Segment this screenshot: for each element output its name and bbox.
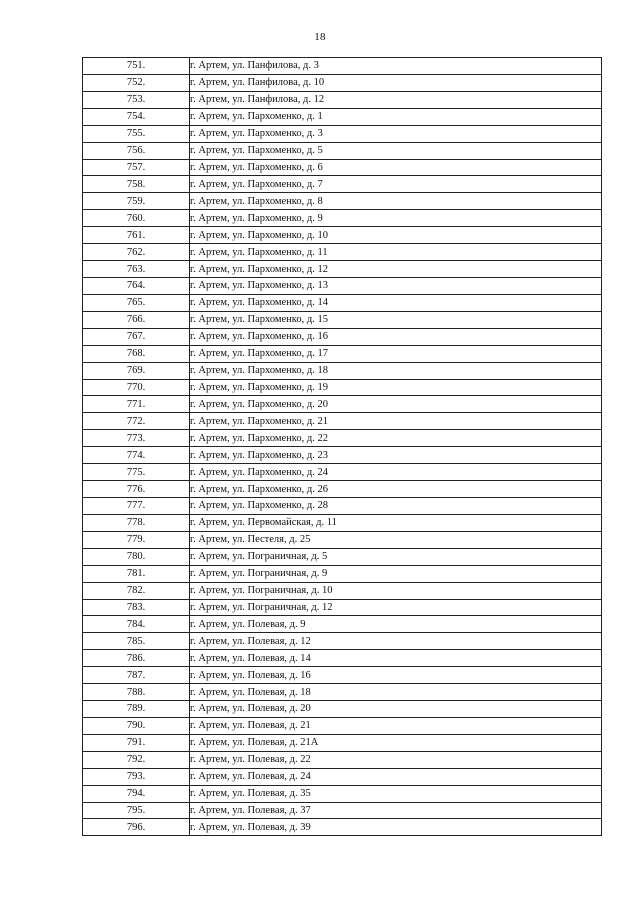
table-row [83, 328, 602, 345]
row-number: 758. [83, 176, 190, 193]
table-row [83, 362, 602, 379]
row-address: г. Артем, ул. Пограничная, д. 5 [190, 548, 602, 565]
row-number: 765. [83, 294, 190, 311]
row-number: 772. [83, 413, 190, 430]
row-address: г. Артем, ул. Пархоменко, д. 18 [190, 362, 602, 379]
table-row [83, 176, 602, 193]
row-number: 794. [83, 785, 190, 802]
table-row [83, 701, 602, 718]
address-table-body [83, 58, 602, 836]
row-number: 795. [83, 802, 190, 819]
row-address: г. Артем, ул. Пархоменко, д. 21 [190, 413, 602, 430]
row-number: 792. [83, 751, 190, 768]
table-row [83, 227, 602, 244]
table-row [83, 91, 602, 108]
page-number: 18 [314, 31, 326, 43]
table-row [83, 785, 602, 802]
row-address: г. Артем, ул. Пархоменко, д. 9 [190, 210, 602, 227]
row-address: г. Артем, ул. Пархоменко, д. 11 [190, 244, 602, 261]
table-row [83, 768, 602, 785]
row-number: 780. [83, 548, 190, 565]
row-address: г. Артем, ул. Пархоменко, д. 23 [190, 447, 602, 464]
row-address: г. Артем, ул. Пархоменко, д. 15 [190, 311, 602, 328]
row-address: г. Артем, ул. Пархоменко, д. 14 [190, 294, 602, 311]
row-number: 788. [83, 684, 190, 701]
row-address: г. Артем, ул. Пархоменко, д. 12 [190, 261, 602, 278]
table-row [83, 294, 602, 311]
row-address: г. Артем, ул. Пархоменко, д. 5 [190, 142, 602, 159]
row-number: 769. [83, 362, 190, 379]
row-address: г. Артем, ул. Пархоменко, д. 24 [190, 464, 602, 481]
table-row [83, 599, 602, 616]
row-number: 767. [83, 328, 190, 345]
row-number: 760. [83, 210, 190, 227]
row-address: г. Артем, ул. Полевая, д. 12 [190, 633, 602, 650]
table-row [83, 125, 602, 142]
row-number: 768. [83, 345, 190, 362]
row-number: 755. [83, 125, 190, 142]
row-address: г. Артем, ул. Пестеля, д. 25 [190, 531, 602, 548]
row-number: 790. [83, 717, 190, 734]
row-address: г. Артем, ул. Полевая, д. 21А [190, 734, 602, 751]
table-row [83, 58, 602, 75]
row-number: 771. [83, 396, 190, 413]
row-address: г. Артем, ул. Пограничная, д. 12 [190, 599, 602, 616]
row-number: 787. [83, 667, 190, 684]
table-row [83, 430, 602, 447]
row-number: 781. [83, 565, 190, 582]
row-address: г. Артем, ул. Пархоменко, д. 28 [190, 497, 602, 514]
table-row [83, 684, 602, 701]
row-number: 793. [83, 768, 190, 785]
table-row [83, 548, 602, 565]
row-address: г. Артем, ул. Полевая, д. 20 [190, 701, 602, 718]
row-address: г. Артем, ул. Полевая, д. 21 [190, 717, 602, 734]
table-row [83, 667, 602, 684]
table-row [83, 717, 602, 734]
table-row [83, 819, 602, 836]
table-row [83, 633, 602, 650]
table-row [83, 311, 602, 328]
table-row [83, 616, 602, 633]
row-number: 762. [83, 244, 190, 261]
table-row [83, 497, 602, 514]
row-number: 752. [83, 74, 190, 91]
row-number: 776. [83, 481, 190, 498]
table-row [83, 582, 602, 599]
row-number: 778. [83, 514, 190, 531]
row-address: г. Артем, ул. Пограничная, д. 9 [190, 565, 602, 582]
row-address: г. Артем, ул. Пархоменко, д. 3 [190, 125, 602, 142]
table-row [83, 159, 602, 176]
table-row [83, 531, 602, 548]
row-number: 756. [83, 142, 190, 159]
row-number: 786. [83, 650, 190, 667]
row-number: 791. [83, 734, 190, 751]
row-address: г. Артем, ул. Полевая, д. 18 [190, 684, 602, 701]
row-address: г. Артем, ул. Пограничная, д. 10 [190, 582, 602, 599]
table-row [83, 379, 602, 396]
row-number: 777. [83, 497, 190, 514]
row-number: 754. [83, 108, 190, 125]
row-number: 766. [83, 311, 190, 328]
row-number: 757. [83, 159, 190, 176]
row-number: 775. [83, 464, 190, 481]
row-number: 774. [83, 447, 190, 464]
table-row [83, 345, 602, 362]
table-row [83, 464, 602, 481]
row-number: 761. [83, 227, 190, 244]
row-address: г. Артем, ул. Полевая, д. 39 [190, 819, 602, 836]
table-row [83, 734, 602, 751]
table-row [83, 396, 602, 413]
table-row [83, 751, 602, 768]
row-address: г. Артем, ул. Панфилова, д. 3 [190, 58, 602, 75]
row-address: г. Артем, ул. Полевая, д. 9 [190, 616, 602, 633]
table-row [83, 277, 602, 294]
row-number: 785. [83, 633, 190, 650]
row-address: г. Артем, ул. Пархоменко, д. 22 [190, 430, 602, 447]
table-row [83, 210, 602, 227]
table-row [83, 565, 602, 582]
row-address: г. Артем, ул. Пархоменко, д. 1 [190, 108, 602, 125]
row-number: 782. [83, 582, 190, 599]
address-table [82, 57, 602, 836]
table-row [83, 650, 602, 667]
table-row [83, 244, 602, 261]
row-number: 789. [83, 701, 190, 718]
row-address: г. Артем, ул. Пархоменко, д. 7 [190, 176, 602, 193]
table-row [83, 74, 602, 91]
table-row [83, 802, 602, 819]
row-number: 779. [83, 531, 190, 548]
row-address: г. Артем, ул. Пархоменко, д. 17 [190, 345, 602, 362]
table-row [83, 481, 602, 498]
table-row [83, 193, 602, 210]
row-address: г. Артем, ул. Пархоменко, д. 13 [190, 277, 602, 294]
table-row [83, 413, 602, 430]
row-address: г. Артем, ул. Пархоменко, д. 20 [190, 396, 602, 413]
row-number: 783. [83, 599, 190, 616]
table-row [83, 514, 602, 531]
row-number: 773. [83, 430, 190, 447]
row-address: г. Артем, ул. Панфилова, д. 10 [190, 74, 602, 91]
table-row [83, 142, 602, 159]
row-address: г. Артем, ул. Полевая, д. 16 [190, 667, 602, 684]
row-number: 763. [83, 261, 190, 278]
row-address: г. Артем, ул. Первомайская, д. 11 [190, 514, 602, 531]
row-address: г. Артем, ул. Пархоменко, д. 10 [190, 227, 602, 244]
table-row [83, 447, 602, 464]
row-number: 751. [83, 58, 190, 75]
row-address: г. Артем, ул. Пархоменко, д. 19 [190, 379, 602, 396]
row-address: г. Артем, ул. Пархоменко, д. 16 [190, 328, 602, 345]
table-row [83, 261, 602, 278]
row-address: г. Артем, ул. Полевая, д. 37 [190, 802, 602, 819]
row-address: г. Артем, ул. Пархоменко, д. 8 [190, 193, 602, 210]
row-number: 753. [83, 91, 190, 108]
row-number: 770. [83, 379, 190, 396]
row-address: г. Артем, ул. Полевая, д. 14 [190, 650, 602, 667]
row-number: 759. [83, 193, 190, 210]
row-address: г. Артем, ул. Полевая, д. 24 [190, 768, 602, 785]
row-address: г. Артем, ул. Полевая, д. 22 [190, 751, 602, 768]
row-address: г. Артем, ул. Панфилова, д. 12 [190, 91, 602, 108]
row-number: 784. [83, 616, 190, 633]
row-address: г. Артем, ул. Полевая, д. 35 [190, 785, 602, 802]
row-number: 796. [83, 819, 190, 836]
table-row [83, 108, 602, 125]
row-number: 764. [83, 277, 190, 294]
row-address: г. Артем, ул. Пархоменко, д. 26 [190, 481, 602, 498]
row-address: г. Артем, ул. Пархоменко, д. 6 [190, 159, 602, 176]
